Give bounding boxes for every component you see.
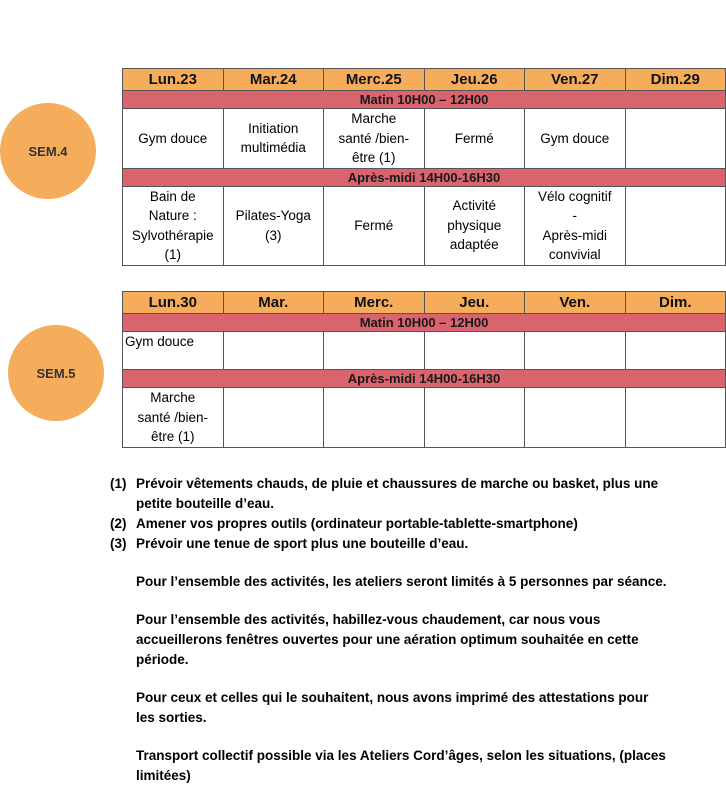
week4-afternoon-row [123,186,726,265]
activity-cell [123,332,224,370]
footnote [110,474,670,514]
activity-text: Gym douce [540,130,610,146]
sem4-badge [0,103,96,199]
sem5-label: SEM.5 [36,365,76,381]
activity-cell [424,388,525,448]
info-paragraph: Pour l’ensemble des activités, les ateliers seront limités à 5 personnes par séance. [136,574,667,589]
footnote-number: (1) [110,476,127,491]
day-header: Mar. [223,292,324,314]
activity-cell [525,109,626,169]
activity-cell [123,186,224,265]
activity-text: Fermé [454,130,494,146]
activity-cell [123,109,224,169]
activity-text: Marche santé /bien- être (1) [338,111,410,165]
footnote [110,514,670,534]
day-header: Mar.24 [223,69,324,91]
activity-text: Gym douce [138,130,208,146]
activity-text: Activité physique adaptée [447,198,502,253]
day-header: Lun.23 [123,69,224,91]
week4-morning-band-row [123,91,726,109]
afternoon-band: Après-midi 14H00-16H30 [123,370,726,388]
activity-cell [324,388,425,448]
week4-header-row [123,69,726,91]
activity-text: Pilates-Yoga (3) [235,208,311,243]
activity-cell [223,186,324,265]
activity-text: Bain de Nature : Sylvothérapie (1) [131,188,214,262]
activity-cell [424,109,525,169]
morning-band: Matin 10H00 – 12H00 [123,314,726,332]
activity-cell [223,388,324,448]
afternoon-band: Après-midi 14H00-16H30 [123,168,726,186]
week5-header-row [123,292,726,314]
footnote-text: Prévoir une tenue de sport plus une bouteille d’eau. [136,536,469,551]
morning-band: Matin 10H00 – 12H00 [123,91,726,109]
day-header: Lun.30 [123,292,224,314]
activity-cell [525,332,626,370]
activity-cell [324,186,425,265]
footnote-number: (2) [110,516,127,531]
activity-cell [223,332,324,370]
activity-cell [625,332,726,370]
activity-cell [123,388,224,448]
week4-schedule-table [122,68,726,266]
info-paragraph: Pour ceux et celles qui le souhaitent, nous avons imprimé des attestations pour les sorties. [136,690,649,725]
info-paragraph: Transport collectif possible via les Ateliers Cord’âges, selon les situations, (places limitées) [136,748,666,783]
day-header: Ven.27 [525,69,626,91]
activity-cell [223,109,324,169]
activity-cell [424,186,525,265]
week5-schedule-table [122,291,726,448]
sem5-badge [8,325,104,421]
footnote [110,534,670,554]
week5-afternoon-row [123,388,726,448]
week5-morning-band-row [123,314,726,332]
activity-cell [324,332,425,370]
activity-text: Initiation multimédia [240,120,306,156]
activity-cell [625,388,726,448]
activity-cell [525,388,626,448]
activity-cell [424,332,525,370]
activity-cell [525,186,626,265]
day-header: Merc.25 [324,69,425,91]
day-header: Merc. [324,292,425,314]
notes-section [110,474,670,786]
day-header: Dim.29 [625,69,726,91]
activity-cell [625,109,726,169]
activity-text: Gym douce [125,334,195,349]
day-header: Jeu. [424,292,525,314]
day-header: Jeu.26 [424,69,525,91]
week4-morning-row [123,109,726,169]
footnote-number: (3) [110,536,127,551]
footnote-text: Amener vos propres outils (ordinateur portable-tablette-smartphone) [136,516,578,531]
week5-morning-row [123,332,726,370]
week4-afternoon-band-row [123,168,726,186]
day-header: Ven. [525,292,626,314]
week5-afternoon-band-row [123,370,726,388]
sem4-label: SEM.4 [28,143,68,159]
info-paragraph: Pour l’ensemble des activités, habillez-vous chaudement, car nous vous accueillerons fenêtres ouvertes pour une aération optimum souhaitée en cette période. [136,612,639,667]
activity-cell [324,109,425,169]
activity-cell [625,186,726,265]
activity-text: Fermé [354,217,394,233]
day-header: Dim. [625,292,726,314]
activity-text: Marche santé /bien- être (1) [137,390,209,444]
activity-text: Vélo cognitif - Après-midi convivial [537,188,612,262]
footnote-text: Prévoir vêtements chauds, de pluie et chaussures de marche ou basket, plus une petite bouteille d’eau. [136,476,659,511]
